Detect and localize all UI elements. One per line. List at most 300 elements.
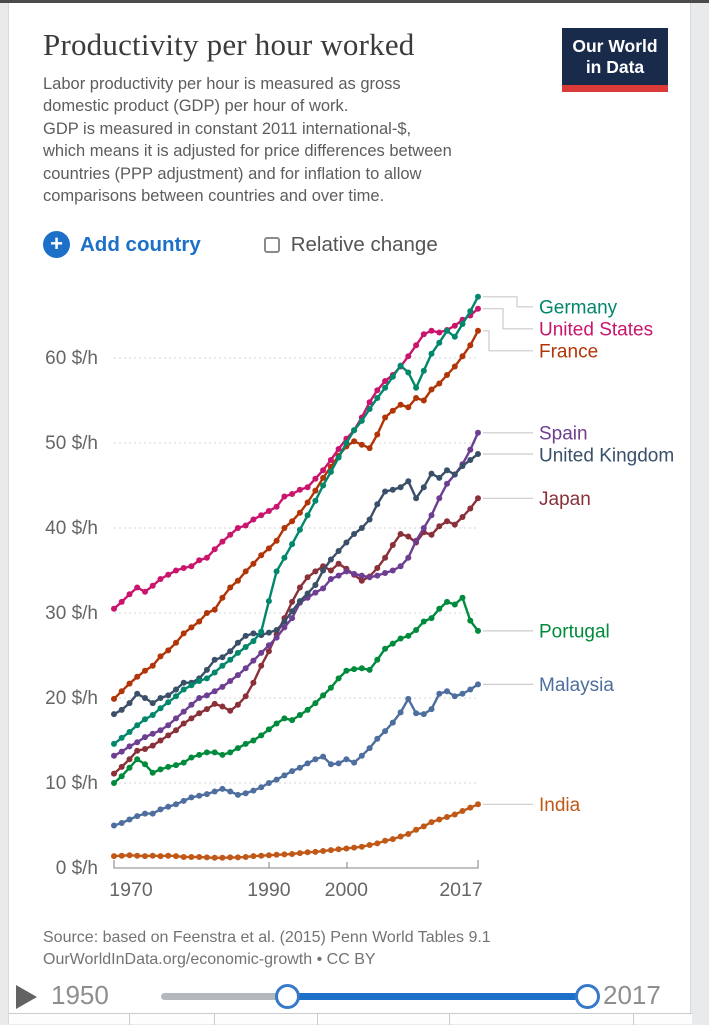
point-spain[interactable] bbox=[158, 727, 164, 733]
point-spain[interactable] bbox=[219, 684, 225, 690]
point-germany[interactable] bbox=[289, 541, 295, 547]
point-india[interactable] bbox=[235, 854, 241, 860]
point-malaysia[interactable] bbox=[188, 794, 194, 800]
point-malaysia[interactable] bbox=[165, 804, 171, 810]
series-germany[interactable] bbox=[111, 294, 481, 747]
point-japan[interactable] bbox=[188, 715, 194, 721]
point-japan[interactable] bbox=[181, 721, 187, 727]
point-france[interactable] bbox=[312, 488, 318, 494]
point-malaysia[interactable] bbox=[359, 753, 365, 759]
point-portugal[interactable] bbox=[243, 741, 249, 747]
point-spain[interactable] bbox=[173, 715, 179, 721]
point-united-states[interactable] bbox=[250, 517, 256, 523]
point-spain[interactable] bbox=[374, 573, 380, 579]
point-spain[interactable] bbox=[235, 672, 241, 678]
point-malaysia[interactable] bbox=[181, 798, 187, 804]
timeline-handle-start[interactable] bbox=[275, 984, 300, 1009]
point-spain[interactable] bbox=[328, 576, 334, 582]
point-malaysia[interactable] bbox=[212, 789, 218, 795]
point-united-kingdom[interactable] bbox=[111, 711, 117, 717]
point-germany[interactable] bbox=[367, 406, 373, 412]
point-france[interactable] bbox=[475, 328, 481, 334]
point-japan[interactable] bbox=[336, 561, 342, 567]
point-germany[interactable] bbox=[212, 670, 218, 676]
point-malaysia[interactable] bbox=[158, 806, 164, 812]
point-india[interactable] bbox=[413, 827, 419, 833]
point-india[interactable] bbox=[181, 854, 187, 860]
point-united-states[interactable] bbox=[165, 572, 171, 578]
point-germany[interactable] bbox=[328, 469, 334, 475]
point-japan[interactable] bbox=[250, 680, 256, 686]
point-japan[interactable] bbox=[227, 708, 233, 714]
point-india[interactable] bbox=[444, 814, 450, 820]
point-france[interactable] bbox=[305, 500, 311, 506]
point-united-kingdom[interactable] bbox=[173, 687, 179, 693]
point-united-states[interactable] bbox=[204, 555, 210, 561]
point-japan[interactable] bbox=[142, 746, 148, 752]
point-portugal[interactable] bbox=[351, 666, 357, 672]
point-united-kingdom[interactable] bbox=[398, 484, 404, 490]
point-malaysia[interactable] bbox=[173, 801, 179, 807]
point-japan[interactable] bbox=[204, 706, 210, 712]
point-united-states[interactable] bbox=[413, 342, 419, 348]
point-india[interactable] bbox=[297, 850, 303, 856]
point-portugal[interactable] bbox=[119, 773, 125, 779]
point-united-kingdom[interactable] bbox=[421, 484, 427, 490]
point-united-kingdom[interactable] bbox=[374, 501, 380, 507]
point-france[interactable] bbox=[165, 647, 171, 653]
point-malaysia[interactable] bbox=[243, 790, 249, 796]
point-germany[interactable] bbox=[227, 657, 233, 663]
point-malaysia[interactable] bbox=[320, 754, 326, 760]
point-spain[interactable] bbox=[429, 512, 435, 518]
point-united-states[interactable] bbox=[289, 491, 295, 497]
point-india[interactable] bbox=[460, 808, 466, 814]
point-france[interactable] bbox=[142, 668, 148, 674]
point-united-kingdom[interactable] bbox=[266, 630, 272, 636]
point-united-kingdom[interactable] bbox=[452, 472, 458, 478]
point-germany[interactable] bbox=[158, 705, 164, 711]
point-malaysia[interactable] bbox=[289, 768, 295, 774]
point-france[interactable] bbox=[297, 510, 303, 516]
point-japan[interactable] bbox=[328, 568, 334, 574]
point-portugal[interactable] bbox=[235, 745, 241, 751]
point-spain[interactable] bbox=[142, 734, 148, 740]
point-united-states[interactable] bbox=[452, 323, 458, 329]
point-japan[interactable] bbox=[258, 663, 264, 669]
point-spain[interactable] bbox=[320, 585, 326, 591]
series-portugal[interactable] bbox=[111, 595, 481, 786]
point-france[interactable] bbox=[421, 398, 427, 404]
point-india[interactable] bbox=[188, 854, 194, 860]
point-japan[interactable] bbox=[467, 506, 473, 512]
point-united-states[interactable] bbox=[127, 591, 133, 597]
point-malaysia[interactable] bbox=[351, 760, 357, 766]
line-india[interactable] bbox=[114, 804, 478, 858]
point-france[interactable] bbox=[196, 619, 202, 625]
point-india[interactable] bbox=[281, 851, 287, 857]
point-portugal[interactable] bbox=[436, 606, 442, 612]
point-united-states[interactable] bbox=[181, 565, 187, 571]
point-france[interactable] bbox=[204, 610, 210, 616]
point-france[interactable] bbox=[467, 342, 473, 348]
point-germany[interactable] bbox=[429, 351, 435, 357]
point-india[interactable] bbox=[398, 834, 404, 840]
point-japan[interactable] bbox=[127, 756, 133, 762]
point-united-states[interactable] bbox=[374, 387, 380, 393]
point-portugal[interactable] bbox=[173, 762, 179, 768]
point-germany[interactable] bbox=[475, 294, 481, 300]
point-france[interactable] bbox=[405, 404, 411, 410]
point-france[interactable] bbox=[119, 688, 125, 694]
point-united-states[interactable] bbox=[436, 330, 442, 336]
point-spain[interactable] bbox=[367, 574, 373, 580]
point-france[interactable] bbox=[452, 364, 458, 370]
point-japan[interactable] bbox=[165, 732, 171, 738]
point-portugal[interactable] bbox=[421, 619, 427, 625]
point-germany[interactable] bbox=[219, 663, 225, 669]
point-united-states[interactable] bbox=[158, 576, 164, 582]
point-germany[interactable] bbox=[111, 741, 117, 747]
point-spain[interactable] bbox=[150, 731, 156, 737]
point-united-kingdom[interactable] bbox=[281, 619, 287, 625]
point-india[interactable] bbox=[196, 854, 202, 860]
point-malaysia[interactable] bbox=[127, 817, 133, 823]
point-india[interactable] bbox=[212, 855, 218, 861]
timeline-handle-end[interactable] bbox=[575, 984, 600, 1009]
point-france[interactable] bbox=[429, 387, 435, 393]
point-france[interactable] bbox=[390, 408, 396, 414]
point-united-kingdom[interactable] bbox=[390, 487, 396, 493]
point-india[interactable] bbox=[274, 852, 280, 858]
point-united-kingdom[interactable] bbox=[150, 700, 156, 706]
series-label-india[interactable]: India bbox=[539, 794, 581, 816]
point-portugal[interactable] bbox=[142, 761, 148, 767]
point-germany[interactable] bbox=[281, 555, 287, 561]
point-india[interactable] bbox=[127, 852, 133, 858]
point-portugal[interactable] bbox=[266, 726, 272, 732]
point-united-states[interactable] bbox=[219, 539, 225, 545]
point-malaysia[interactable] bbox=[134, 813, 140, 819]
point-india[interactable] bbox=[475, 801, 481, 807]
point-india[interactable] bbox=[150, 853, 156, 859]
point-malaysia[interactable] bbox=[413, 710, 419, 716]
point-united-states[interactable] bbox=[134, 585, 140, 591]
point-spain[interactable] bbox=[274, 635, 280, 641]
point-portugal[interactable] bbox=[158, 766, 164, 772]
point-united-kingdom[interactable] bbox=[312, 582, 318, 588]
point-japan[interactable] bbox=[243, 693, 249, 699]
point-malaysia[interactable] bbox=[227, 789, 233, 795]
point-india[interactable] bbox=[165, 853, 171, 859]
point-united-states[interactable] bbox=[281, 494, 287, 500]
point-portugal[interactable] bbox=[336, 675, 342, 681]
play-icon[interactable] bbox=[16, 985, 37, 1009]
point-malaysia[interactable] bbox=[436, 691, 442, 697]
point-japan[interactable] bbox=[436, 523, 442, 529]
point-germany[interactable] bbox=[196, 678, 202, 684]
point-portugal[interactable] bbox=[274, 721, 280, 727]
point-india[interactable] bbox=[289, 851, 295, 857]
point-germany[interactable] bbox=[181, 687, 187, 693]
point-malaysia[interactable] bbox=[235, 792, 241, 798]
point-united-states[interactable] bbox=[119, 599, 125, 605]
point-france[interactable] bbox=[398, 402, 404, 408]
point-united-kingdom[interactable] bbox=[119, 707, 125, 713]
point-france[interactable] bbox=[150, 663, 156, 669]
point-malaysia[interactable] bbox=[219, 786, 225, 792]
point-india[interactable] bbox=[390, 836, 396, 842]
relative-change-toggle[interactable] bbox=[264, 233, 438, 257]
point-france[interactable] bbox=[444, 372, 450, 378]
point-malaysia[interactable] bbox=[467, 687, 473, 693]
point-spain[interactable] bbox=[181, 709, 187, 715]
point-malaysia[interactable] bbox=[305, 760, 311, 766]
point-malaysia[interactable] bbox=[258, 784, 264, 790]
point-portugal[interactable] bbox=[398, 636, 404, 642]
point-india[interactable] bbox=[374, 840, 380, 846]
point-united-kingdom[interactable] bbox=[467, 457, 473, 463]
point-japan[interactable] bbox=[398, 531, 404, 537]
series-label-united-states[interactable]: United States bbox=[539, 319, 654, 341]
point-germany[interactable] bbox=[173, 693, 179, 699]
point-portugal[interactable] bbox=[343, 668, 349, 674]
point-japan[interactable] bbox=[111, 771, 117, 777]
point-india[interactable] bbox=[173, 853, 179, 859]
point-portugal[interactable] bbox=[150, 770, 156, 776]
point-united-kingdom[interactable] bbox=[289, 608, 295, 614]
point-japan[interactable] bbox=[405, 534, 411, 540]
point-united-kingdom[interactable] bbox=[297, 598, 303, 604]
series-label-spain[interactable]: Spain bbox=[539, 423, 588, 445]
point-india[interactable] bbox=[204, 854, 210, 860]
point-france[interactable] bbox=[351, 438, 357, 444]
point-portugal[interactable] bbox=[212, 749, 218, 755]
point-spain[interactable] bbox=[165, 722, 171, 728]
add-country-button[interactable] bbox=[43, 231, 201, 258]
point-portugal[interactable] bbox=[467, 618, 473, 624]
point-france[interactable] bbox=[212, 607, 218, 613]
point-portugal[interactable] bbox=[289, 717, 295, 723]
point-spain[interactable] bbox=[266, 642, 272, 648]
point-united-kingdom[interactable] bbox=[305, 591, 311, 597]
point-india[interactable] bbox=[266, 852, 272, 858]
point-united-kingdom[interactable] bbox=[382, 489, 388, 495]
point-india[interactable] bbox=[142, 853, 148, 859]
point-spain[interactable] bbox=[212, 688, 218, 694]
point-malaysia[interactable] bbox=[421, 711, 427, 717]
point-india[interactable] bbox=[467, 805, 473, 811]
point-spain[interactable] bbox=[196, 695, 202, 701]
point-spain[interactable] bbox=[188, 702, 194, 708]
point-germany[interactable] bbox=[119, 735, 125, 741]
point-japan[interactable] bbox=[475, 495, 481, 501]
point-japan[interactable] bbox=[305, 574, 311, 580]
point-malaysia[interactable] bbox=[119, 820, 125, 826]
point-portugal[interactable] bbox=[281, 715, 287, 721]
point-united-kingdom[interactable] bbox=[351, 531, 357, 537]
point-malaysia[interactable] bbox=[204, 791, 210, 797]
series-united-states[interactable] bbox=[111, 306, 481, 612]
point-germany[interactable] bbox=[258, 629, 264, 635]
point-united-kingdom[interactable] bbox=[219, 654, 225, 660]
point-united-kingdom[interactable] bbox=[336, 548, 342, 554]
point-malaysia[interactable] bbox=[150, 811, 156, 817]
point-japan[interactable] bbox=[158, 738, 164, 744]
point-united-states[interactable] bbox=[150, 583, 156, 589]
point-spain[interactable] bbox=[359, 573, 365, 579]
point-portugal[interactable] bbox=[188, 755, 194, 761]
point-india[interactable] bbox=[336, 846, 342, 852]
point-india[interactable] bbox=[436, 817, 442, 823]
point-portugal[interactable] bbox=[374, 657, 380, 663]
point-united-kingdom[interactable] bbox=[343, 540, 349, 546]
point-india[interactable] bbox=[343, 846, 349, 852]
point-united-kingdom[interactable] bbox=[158, 695, 164, 701]
point-japan[interactable] bbox=[312, 568, 318, 574]
point-japan[interactable] bbox=[150, 743, 156, 749]
point-united-kingdom[interactable] bbox=[475, 451, 481, 457]
point-france[interactable] bbox=[181, 630, 187, 636]
point-malaysia[interactable] bbox=[274, 777, 280, 783]
point-france[interactable] bbox=[258, 552, 264, 558]
point-portugal[interactable] bbox=[227, 749, 233, 755]
point-spain[interactable] bbox=[134, 739, 140, 745]
point-france[interactable] bbox=[367, 445, 373, 451]
point-portugal[interactable] bbox=[165, 764, 171, 770]
series-france[interactable] bbox=[111, 328, 481, 702]
point-japan[interactable] bbox=[444, 518, 450, 524]
point-malaysia[interactable] bbox=[111, 823, 117, 829]
point-germany[interactable] bbox=[452, 334, 458, 340]
point-germany[interactable] bbox=[421, 368, 427, 374]
point-japan[interactable] bbox=[297, 585, 303, 591]
point-united-kingdom[interactable] bbox=[429, 471, 435, 477]
point-united-states[interactable] bbox=[173, 568, 179, 574]
point-india[interactable] bbox=[258, 853, 264, 859]
point-spain[interactable] bbox=[119, 749, 125, 755]
point-japan[interactable] bbox=[212, 701, 218, 707]
point-united-states[interactable] bbox=[188, 563, 194, 569]
point-france[interactable] bbox=[289, 518, 295, 524]
point-portugal[interactable] bbox=[181, 760, 187, 766]
point-portugal[interactable] bbox=[204, 749, 210, 755]
point-india[interactable] bbox=[243, 854, 249, 860]
point-portugal[interactable] bbox=[328, 685, 334, 691]
point-spain[interactable] bbox=[413, 538, 419, 544]
point-portugal[interactable] bbox=[127, 765, 133, 771]
point-india[interactable] bbox=[328, 847, 334, 853]
point-japan[interactable] bbox=[289, 599, 295, 605]
series-label-malaysia[interactable]: Malaysia bbox=[539, 674, 614, 696]
point-germany[interactable] bbox=[134, 722, 140, 728]
point-united-states[interactable] bbox=[258, 512, 264, 518]
point-india[interactable] bbox=[382, 838, 388, 844]
point-malaysia[interactable] bbox=[475, 681, 481, 687]
point-spain[interactable] bbox=[204, 692, 210, 698]
series-label-germany[interactable]: Germany bbox=[539, 297, 618, 319]
point-germany[interactable] bbox=[235, 650, 241, 656]
point-portugal[interactable] bbox=[367, 667, 373, 673]
point-united-states[interactable] bbox=[212, 546, 218, 552]
point-germany[interactable] bbox=[436, 340, 442, 346]
point-united-states[interactable] bbox=[421, 331, 427, 337]
point-germany[interactable] bbox=[336, 455, 342, 461]
point-malaysia[interactable] bbox=[405, 696, 411, 702]
point-germany[interactable] bbox=[359, 418, 365, 424]
point-france[interactable] bbox=[274, 538, 280, 544]
point-germany[interactable] bbox=[343, 440, 349, 446]
point-france[interactable] bbox=[227, 585, 233, 591]
point-spain[interactable] bbox=[227, 678, 233, 684]
point-japan[interactable] bbox=[219, 704, 225, 710]
point-india[interactable] bbox=[429, 819, 435, 825]
point-france[interactable] bbox=[460, 353, 466, 359]
point-malaysia[interactable] bbox=[196, 793, 202, 799]
point-portugal[interactable] bbox=[405, 633, 411, 639]
point-japan[interactable] bbox=[173, 727, 179, 733]
point-japan[interactable] bbox=[390, 542, 396, 548]
point-germany[interactable] bbox=[390, 374, 396, 380]
point-portugal[interactable] bbox=[429, 615, 435, 621]
line-portugal[interactable] bbox=[114, 598, 478, 783]
series-label-japan[interactable]: Japan bbox=[539, 488, 591, 510]
point-united-states[interactable] bbox=[297, 487, 303, 493]
point-japan[interactable] bbox=[429, 532, 435, 538]
point-france[interactable] bbox=[235, 578, 241, 584]
point-france[interactable] bbox=[173, 640, 179, 646]
point-united-states[interactable] bbox=[320, 467, 326, 473]
point-germany[interactable] bbox=[142, 716, 148, 722]
point-spain[interactable] bbox=[343, 568, 349, 574]
point-india[interactable] bbox=[250, 853, 256, 859]
point-spain[interactable] bbox=[467, 447, 473, 453]
point-malaysia[interactable] bbox=[250, 788, 256, 794]
point-united-kingdom[interactable] bbox=[227, 648, 233, 654]
point-united-kingdom[interactable] bbox=[274, 627, 280, 633]
point-united-states[interactable] bbox=[475, 306, 481, 312]
point-india[interactable] bbox=[359, 844, 365, 850]
point-japan[interactable] bbox=[266, 648, 272, 654]
point-germany[interactable] bbox=[150, 712, 156, 718]
point-united-kingdom[interactable] bbox=[436, 475, 442, 481]
point-spain[interactable] bbox=[421, 525, 427, 531]
point-malaysia[interactable] bbox=[343, 756, 349, 762]
point-malaysia[interactable] bbox=[266, 780, 272, 786]
point-spain[interactable] bbox=[258, 650, 264, 656]
point-spain[interactable] bbox=[243, 665, 249, 671]
point-germany[interactable] bbox=[444, 328, 450, 334]
point-portugal[interactable] bbox=[444, 599, 450, 605]
point-united-kingdom[interactable] bbox=[165, 692, 171, 698]
point-germany[interactable] bbox=[413, 385, 419, 391]
point-germany[interactable] bbox=[274, 568, 280, 574]
line-chart[interactable] bbox=[9, 286, 692, 926]
point-india[interactable] bbox=[367, 842, 373, 848]
point-india[interactable] bbox=[227, 854, 233, 860]
point-france[interactable] bbox=[111, 696, 117, 702]
point-portugal[interactable] bbox=[460, 595, 466, 601]
point-japan[interactable] bbox=[382, 555, 388, 561]
point-portugal[interactable] bbox=[196, 752, 202, 758]
point-united-states[interactable] bbox=[235, 525, 241, 531]
point-spain[interactable] bbox=[351, 571, 357, 577]
point-india[interactable] bbox=[320, 848, 326, 854]
point-united-kingdom[interactable] bbox=[235, 640, 241, 646]
point-germany[interactable] bbox=[467, 308, 473, 314]
point-malaysia[interactable] bbox=[297, 765, 303, 771]
point-india[interactable] bbox=[421, 823, 427, 829]
